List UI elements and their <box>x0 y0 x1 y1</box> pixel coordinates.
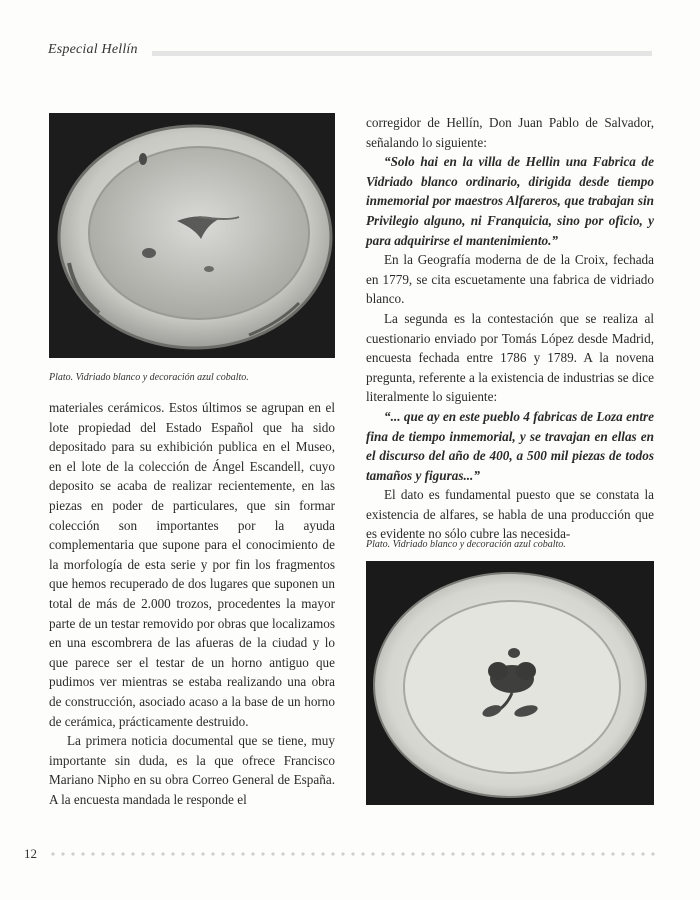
section-title: Especial Hellín <box>48 42 138 57</box>
paragraph: materiales cerámicos. Estos últimos se agrupan en el lote propiedad del Estado Español que ha sido depositado para su exhibición publica en el Museo, en el lote de la colección de Ángel Escandell, cuyo deposito se acaba de realizar recientemente, en las piezas en poder de particulares, que sin formar colección son importantes por la ayuda complementaria que supone para el conocimiento de la morfología de esta serie y por fin los fragmentos que hemos recuperado de dos lugares que suponen un total de más de 2.000 trozos, procedentes la mayor parte de un testar removido por obras que localizamos en una escombrera de las afueras de la ciudad y lo que parece ser el testar de un horno antiguo que pudimos ver mientras se estaba realizando una obra de construcción, asociado acaso a la base de un horno de cerámica, prácticamente destruido. <box>49 400 335 729</box>
page-number: 12 <box>24 846 37 861</box>
paragraph: En la Geografía moderna de de la Croix, fechada en 1779, se cita escuetamente una fabrica de vidriado blanco. <box>366 252 654 307</box>
quotation: “... que ay en este pueblo 4 fabricas de Loza entre fina de tiempo inmemorial, y se travajan en ellas en el discurso del año de 400, a 500 mil piezas de todos tamaños y figuras...” <box>366 408 654 483</box>
paragraph: El dato es fundamental puesto que se constata la existencia de alfares, se habla de una producción que es evidente no sólo cubre las necesida- <box>366 487 654 542</box>
right-column <box>366 113 654 544</box>
paragraph: corregidor de Hellín, Don Juan Pablo de Salvador, señalando lo siguiente: <box>366 115 654 150</box>
paragraph: La segunda es la contestación que se realiza al cuestionario enviado por Tomás López desde Madrid, encuesta fechada entre 1786 y 1789. A la novena pregunta, referente a la existencia de industrias se dice literalmente lo siguiente: <box>366 310 654 405</box>
quotation: “Solo hai en la villa de Hellin una Fabrica de Vidriado blanco ordinario, dirigida desde tiempo inmemorial por maestros Alfareros, que trabajan sin Privilegio alguno, ni Franquicia, sino por oficio, y para adquirirse el mantenimiento.” <box>366 154 654 248</box>
plate-image-1 <box>49 113 335 358</box>
left-column <box>49 398 335 809</box>
photo-caption-1: Plato. Vidriado blanco y decoración azul cobalto. <box>49 372 249 383</box>
paragraph: La primera noticia documental que se tiene, muy importante sin duda, es la que ofrece Francisco Mariano Nipho en su obra Correo General de España. A la encuesta mandada le responde el <box>49 733 335 807</box>
header-rule <box>152 51 652 56</box>
plate-photo-1 <box>49 113 335 358</box>
plate-photo-2 <box>366 561 654 805</box>
plate-image-2 <box>366 561 654 805</box>
footer-dotted-rule <box>48 852 656 856</box>
photo-caption-2: Plato. Vidriado blanco y decoración azul cobalto. <box>366 539 566 550</box>
